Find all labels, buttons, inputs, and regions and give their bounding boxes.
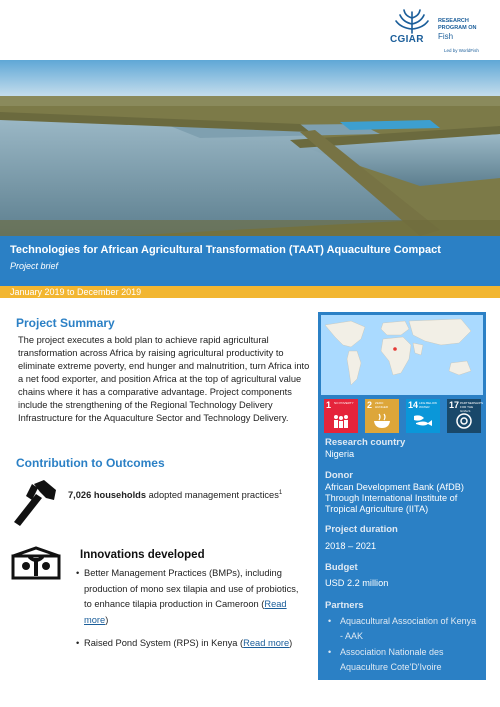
logo-program: RESEARCH PROGRAM ON bbox=[438, 18, 477, 31]
project-title: Technologies for African Agricultural Transformation (TAAT) Aquaculture Compact bbox=[10, 244, 441, 256]
date-band bbox=[0, 286, 500, 298]
list-item: • Raised Pond System (RPS) in Kenya (Read more) bbox=[76, 636, 306, 652]
innovations-list bbox=[76, 566, 306, 660]
list-item: • Aquacultural Association of Kenya - AAK bbox=[328, 614, 480, 643]
world-map bbox=[321, 315, 483, 395]
read-more-link[interactable]: Read more bbox=[243, 638, 290, 648]
nigeria-marker bbox=[393, 347, 397, 351]
logo-led-by: Led by WorldFish bbox=[444, 48, 479, 53]
duration-value: 2018 – 2021 bbox=[325, 541, 377, 551]
outcomes-heading: Contribution to Outcomes bbox=[16, 456, 165, 470]
budget-label: Budget bbox=[325, 562, 358, 573]
partners-list bbox=[328, 614, 480, 676]
wrench-icon bbox=[10, 478, 60, 526]
list-item: • Association Nationale des Aquaculture Cote'D'Ivoire bbox=[328, 645, 480, 674]
outcome-statement: 7,026 households adopted management practices$^1$ bbox=[68, 490, 283, 501]
list-item: • Better Management Practices (BMPs), including production of mono sex tilapia and use of probiotics, to enhance tilapia production in Cameroon (Read more) bbox=[76, 566, 306, 628]
sdg-17-icon: 17 PARTNERSHIPS FOR THE GOALS bbox=[447, 399, 481, 433]
innovation-icon bbox=[10, 546, 62, 582]
budget-value: USD 2.2 million bbox=[325, 578, 389, 588]
wheat-icon bbox=[392, 8, 432, 34]
donor-label: Donor bbox=[325, 470, 353, 481]
duration-label: Project duration bbox=[325, 524, 398, 535]
cgiar-fish-logo bbox=[384, 6, 496, 56]
fish-ponds-photo bbox=[0, 60, 500, 236]
sdg-icons bbox=[324, 399, 484, 437]
country-value: Nigeria bbox=[325, 449, 355, 459]
footnote-marker: 1 bbox=[278, 490, 283, 496]
sdg-14-icon: 14 LIFE BELOW WATER bbox=[406, 399, 440, 433]
logo-program-name: Fish bbox=[438, 32, 454, 41]
summary-text: The project executes a bold plan to achieve rapid agricultural transformation across Africa by raising agricultural productivity to eliminate extreme poverty, end hunger and malnutrition, turn Africa into a net food exporter, and position Africa at the top of agricultural value chains where it has a comparative advantage. Project components include the strengthening of the Regional Technology Delivery Infrastructure for the Aquaculture Sector and Technology Delivery. bbox=[18, 335, 310, 423]
donor-value: African Development Bank (AfDB) Through International Institute of Tropical Agriculture (IITA) bbox=[325, 482, 464, 514]
read-more-link[interactable]: Read more bbox=[84, 599, 287, 625]
households-count: 7,026 households bbox=[68, 490, 147, 501]
sdg-1-icon: 1 NO POVERTY bbox=[324, 399, 358, 433]
title-band bbox=[0, 236, 500, 286]
innovations-heading: Innovations developed bbox=[80, 549, 205, 561]
sdg-2-icon: 2 ZERO HUNGER bbox=[365, 399, 399, 433]
logo-org: CGIAR bbox=[390, 34, 424, 45]
project-facts-panel bbox=[318, 312, 486, 680]
project-subtitle: Project brief bbox=[10, 261, 59, 271]
country-label: Research country bbox=[325, 437, 406, 448]
project-dates: January 2019 to December 2019 bbox=[10, 287, 142, 297]
summary-heading: Project Summary bbox=[16, 316, 115, 330]
partners-label: Partners bbox=[325, 600, 364, 611]
